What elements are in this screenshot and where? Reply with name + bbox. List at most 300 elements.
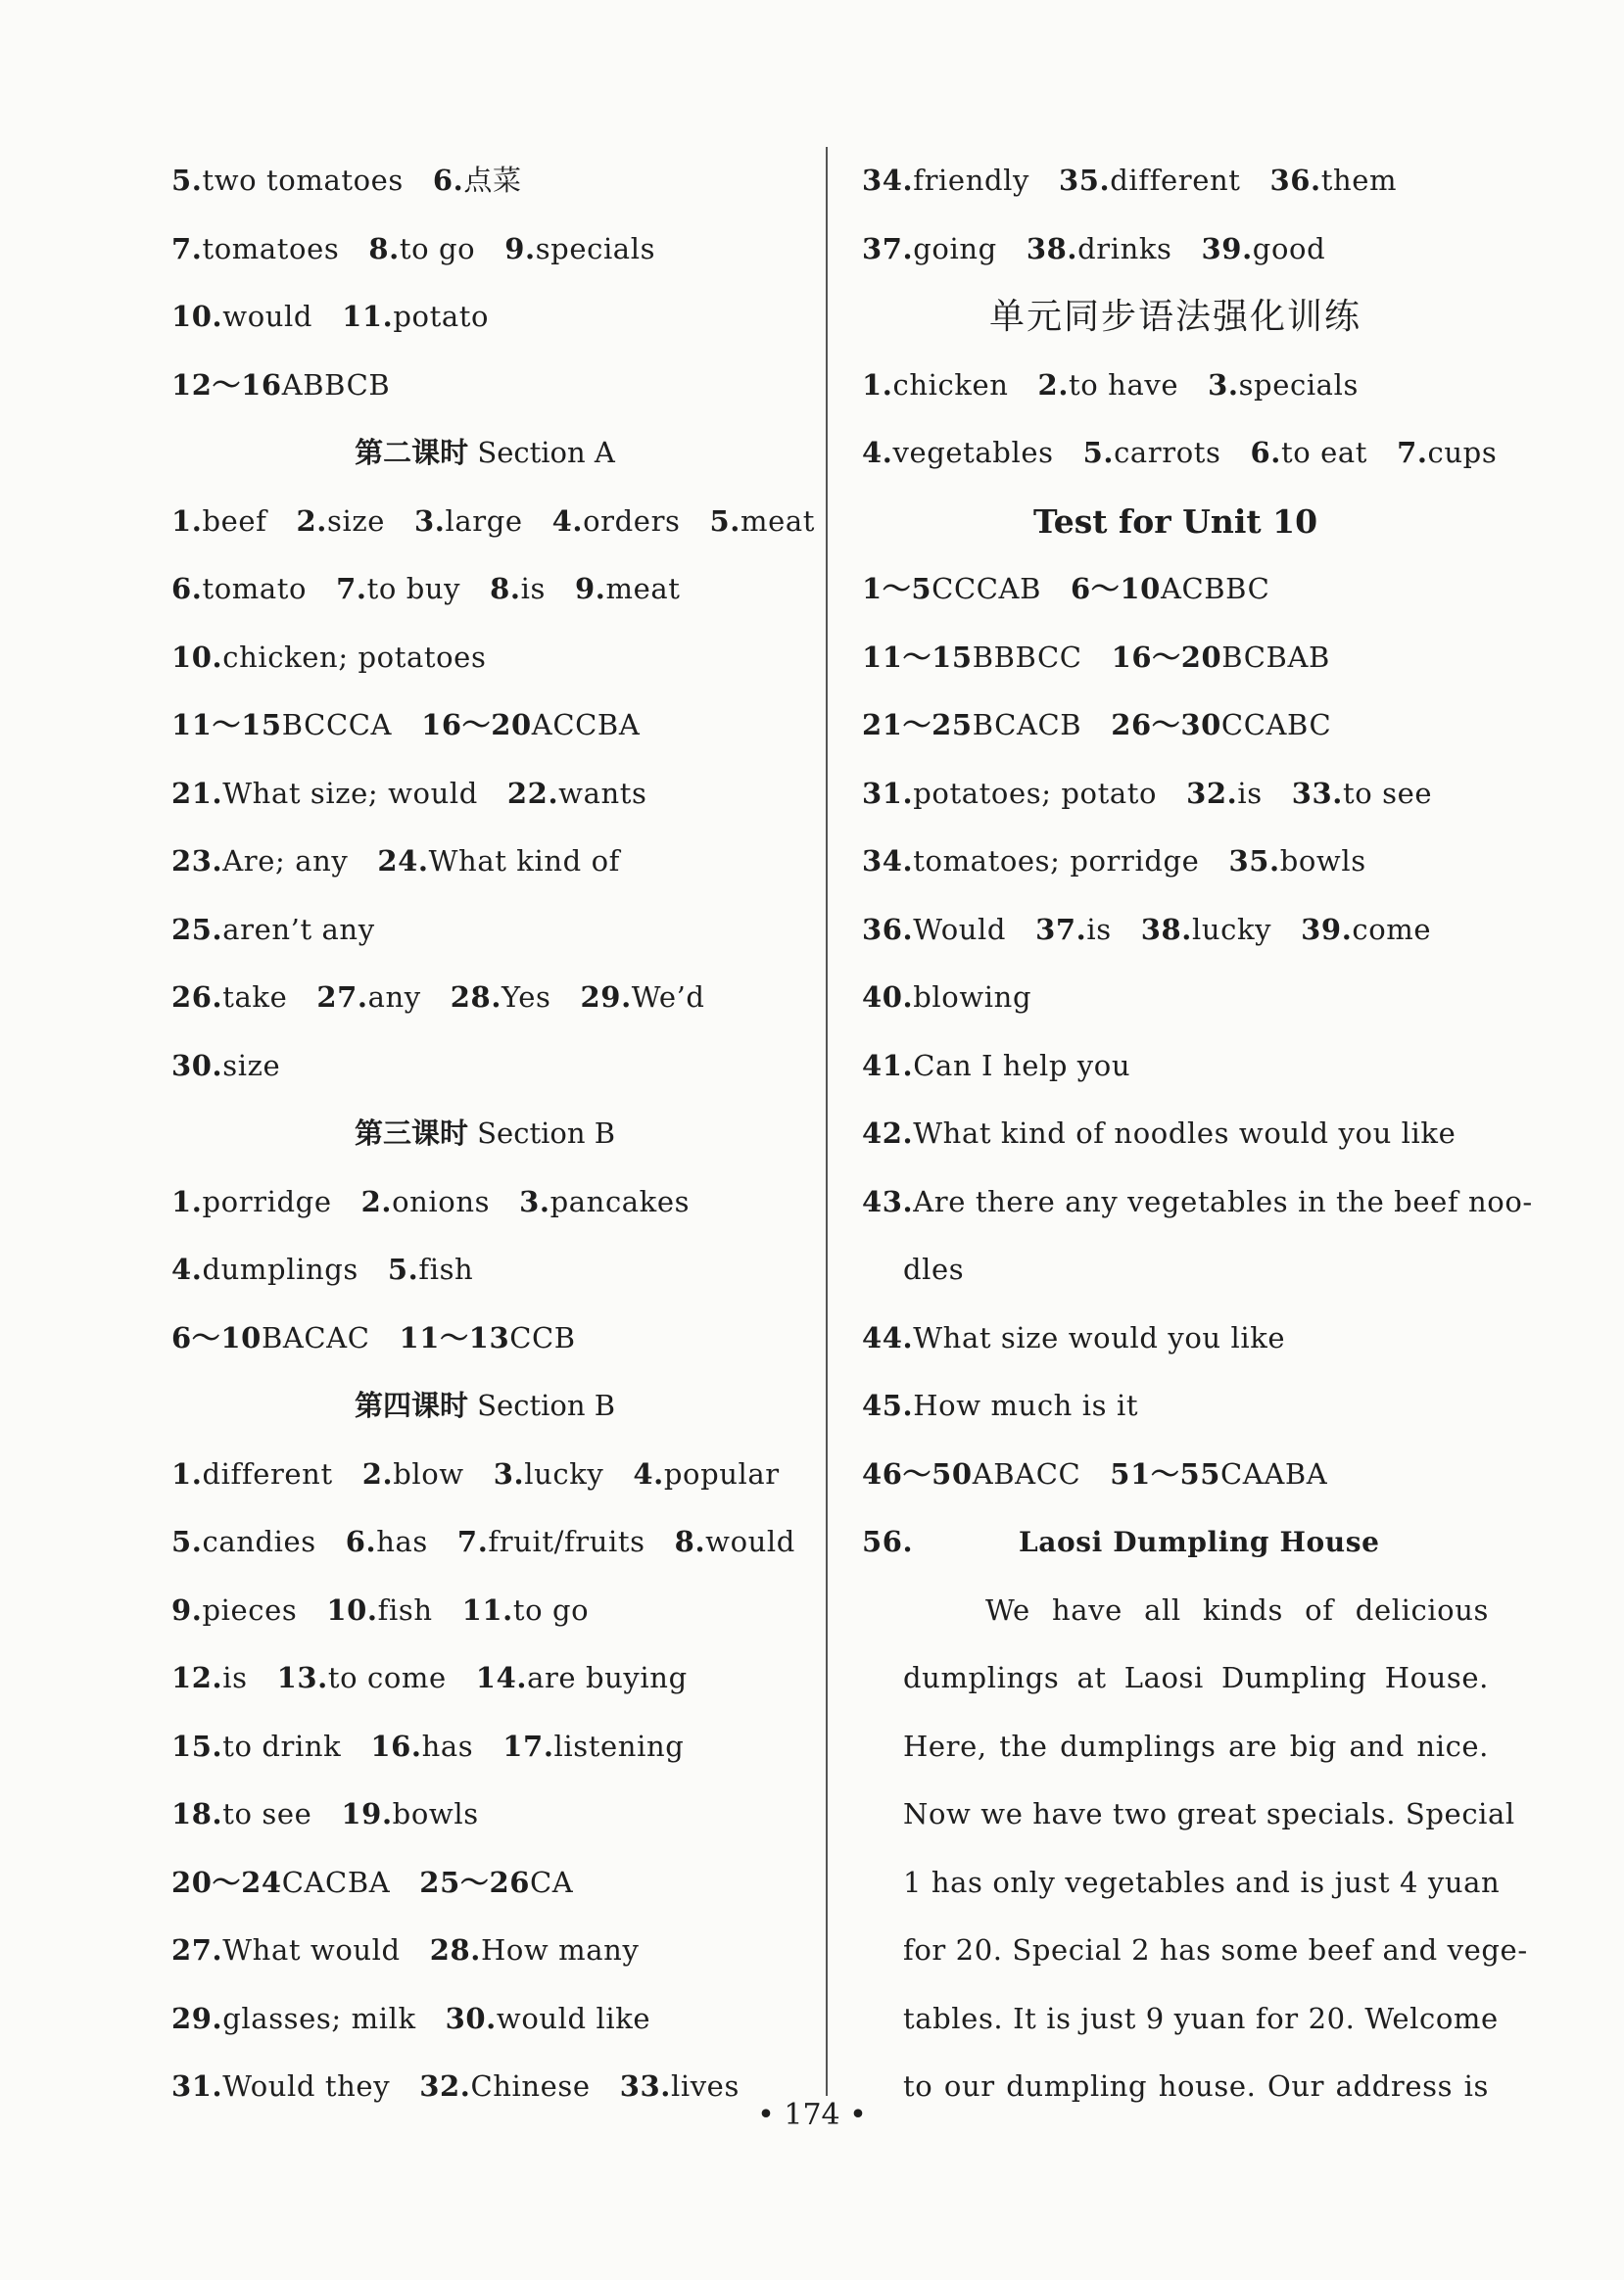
question-number: 30. [445,2001,497,2035]
question-number: 25. [171,912,223,946]
question-number: 11～13 [399,1320,510,1354]
answer-line [862,691,1489,760]
answer-text: Can I help you [913,1048,1131,1082]
section-heading-lesson: 第三课时 [354,1116,468,1150]
answer-text: to eat [1281,436,1368,469]
answer-line [171,624,798,692]
question-number: 32. [1186,776,1238,810]
answer-line [862,964,1489,1032]
question-number: 44. [862,1320,914,1354]
answer-item [277,1644,447,1713]
question-number: 10. [326,1592,378,1627]
question-number: 51～55 [1110,1456,1221,1491]
test-heading: Test for Unit 10 [1032,501,1318,541]
answer-text: to see [222,1797,312,1830]
answer-text: lucky [524,1456,604,1491]
answer-line [171,896,798,965]
answer-text: Would [913,912,1007,946]
question-number: 12. [171,1661,223,1694]
question-number: 7. [171,231,203,265]
question-number: 3. [493,1456,525,1491]
answer-line [171,352,798,420]
answer-text: What size would you like [913,1320,1286,1354]
question-number: 31. [171,2069,223,2103]
question-number: 35. [1228,844,1280,878]
answer-line [171,283,798,352]
writing-title-line [862,1508,1489,1577]
answer-text: tomatoes [202,231,340,265]
answer-text: What would [222,1933,401,1967]
question-number: 8. [490,572,521,605]
question-number: 25～26 [419,1865,531,1899]
question-number: 1～5 [862,572,932,605]
question-number: 38. [1140,912,1192,946]
answer-text: wants [558,776,647,810]
answer-text: Are there any vegetables in the beef noo- [913,1184,1533,1218]
answer-item [1083,419,1221,488]
answer-text: to come [327,1661,447,1694]
answer-item [368,215,475,284]
answer-item [494,1441,604,1509]
answer-item [171,555,307,624]
right-column [862,147,1533,2121]
answer-text: CCABC [1220,708,1332,741]
answer-item [575,555,681,624]
writing-paragraph-line: for 20. Special 2 has some beef and vege- [903,1933,1528,1967]
question-number: 23. [171,844,223,878]
answer-item [171,1644,248,1713]
answer-text: fish [377,1592,433,1627]
answer-item [341,1781,478,1849]
question-number: 6～10 [1071,572,1161,605]
answer-item [346,1508,428,1577]
answer-item [171,1168,332,1237]
question-number: 36. [862,912,914,946]
question-number: 28. [429,1933,481,1967]
writing-paragraph-line: dumplings at Laosi Dumpling House. [903,1661,1489,1694]
answer-item [171,1032,280,1101]
answer-line [171,488,816,556]
answer-text: them [1320,164,1398,197]
answer-line [171,760,798,829]
answer-text: onions [392,1184,491,1218]
answer-item [336,555,460,624]
answer-text: How much is it [913,1389,1139,1422]
question-number: 36. [1269,164,1321,197]
question-number: 33. [619,2069,671,2103]
answer-item [862,691,1081,760]
answer-line [862,1305,1489,1373]
section-heading-lesson: 第四课时 [354,1389,468,1422]
section-heading [171,419,798,488]
question-number: 19. [341,1797,393,1830]
answer-text: has [421,1729,474,1763]
question-number: 41. [862,1048,914,1082]
question-number: 38. [1026,231,1078,265]
question-number: 12～16 [171,367,282,402]
question-number: 11～15 [862,640,973,674]
answer-item [633,1441,779,1509]
answer-line [171,1713,798,1781]
answer-item [430,1917,640,1985]
question-number: 18. [171,1797,223,1830]
answer-item [342,283,489,352]
answer-item [1397,419,1497,488]
answer-item [1035,896,1112,965]
answer-item [1292,760,1432,829]
answer-item [171,1441,333,1509]
question-number: 21. [171,776,223,810]
answer-item [388,1236,473,1305]
answer-text: Would they [222,2069,391,2103]
answer-text: porridge [202,1184,332,1218]
answer-line [862,1100,1489,1168]
writing-paragraph-line: to our dumpling house. Our address is [903,2069,1489,2103]
answer-item [507,760,647,829]
answer-item [1208,352,1359,420]
answer-text: Yes [502,980,551,1014]
answer-text: candies [202,1525,316,1558]
answer-item [504,215,655,284]
answer-item [171,896,375,965]
answer-item [502,1713,684,1781]
answer-text: would [222,300,313,333]
answer-item [171,624,486,692]
section-heading-part: Section A [477,436,615,469]
answer-text: We’d [631,980,705,1014]
answer-text: specials [1238,367,1359,402]
answer-item [862,1168,1533,1237]
answer-item [862,215,997,284]
answer-item [171,1305,370,1373]
answer-text: friendly [913,164,1029,197]
answer-item [476,1644,688,1713]
answer-line [862,896,1489,965]
question-number: 10. [171,640,223,674]
answer-item [370,1713,473,1781]
answer-line [862,147,1489,215]
answer-text: Are; any [222,844,349,878]
answer-item [1071,555,1269,624]
answer-text: fruit/fruits [488,1525,645,1558]
answer-item [862,896,1006,965]
question-number: 26～30 [1111,708,1221,741]
answer-text: come [1352,912,1432,946]
answer-line [171,691,798,760]
answer-item [171,215,339,284]
question-number: 5. [171,164,203,197]
question-number: 7. [336,572,367,605]
answer-line [862,215,1489,284]
question-number: 2. [1037,367,1070,402]
answer-item [171,1849,390,1918]
question-number: 43. [862,1184,914,1218]
answer-line [171,1917,798,1985]
question-number: 3. [1208,367,1239,402]
answer-text: potato [393,300,490,333]
question-number: 9. [504,231,536,265]
question-number: 39. [1301,912,1353,946]
answer-line [171,828,798,896]
question-number: 29. [171,2001,223,2035]
answer-line [862,1441,1489,1509]
answer-text: vegetables [892,436,1054,469]
answer-item [171,1508,316,1577]
question-number: 4. [633,1456,664,1491]
question-number: 6. [171,572,203,605]
answer-item [414,488,523,556]
question-number: 24. [377,844,429,878]
question-number: 56. [862,1525,914,1558]
question-number: 6～10 [171,1320,262,1354]
section-heading [171,1372,798,1441]
question-number: 8. [368,231,400,265]
answer-text: What kind of noodles would you like [913,1116,1457,1150]
answer-text: is [222,1661,248,1694]
answer-item [581,964,705,1032]
question-number: 4. [171,1253,203,1286]
answer-line [862,419,1498,488]
question-number: 14. [475,1661,528,1694]
answer-item [862,828,1199,896]
answer-text: How many [480,1933,640,1967]
answer-item [862,1100,1456,1168]
section-heading-part: Section B [477,1116,616,1150]
answer-item [862,555,1041,624]
answer-item [1251,419,1368,488]
answer-text: meat [605,572,681,605]
answer-item [1110,1441,1327,1509]
answer-text: blowing [913,980,1032,1014]
answer-line [171,215,798,284]
answer-text: pancakes [549,1184,691,1218]
question-number: 11. [342,300,394,333]
question-number: 16～20 [421,708,532,741]
question-number: 27. [171,1933,223,1967]
answer-text: specials [535,231,656,265]
answer-text: CACBA [281,1865,391,1899]
answer-item [862,760,1157,829]
answer-item [1111,691,1331,760]
answer-line [171,147,798,215]
writing-paragraph-line: 1 has only vegetables and is just 4 yuan [903,1865,1501,1899]
answer-line [862,828,1489,896]
question-number: 1. [171,1456,203,1491]
answer-line [171,1644,798,1713]
question-number: 26. [171,980,223,1014]
question-number: 9. [575,572,606,605]
answer-text: to go [512,1592,590,1627]
question-number: 16～20 [1111,640,1222,674]
writing-paragraph-line: tables. It is just 9 yuan for 20. Welcome [903,2001,1499,2035]
question-number: 33. [1291,776,1343,810]
answer-text: is [520,572,546,605]
answer-text: different [202,1456,333,1491]
answer-text: bowls [392,1797,479,1830]
answer-item [862,1032,1130,1101]
answer-item [171,1917,401,1985]
answer-continuation: dles [903,1253,965,1286]
question-number: 3. [414,503,446,538]
answer-item [419,1849,573,1918]
writing-title: Laosi Dumpling House [1019,1526,1380,1558]
answer-text: bowls [1279,844,1366,878]
answer-item [519,1168,690,1237]
question-number: 7. [1397,436,1428,469]
answer-line [171,555,798,624]
question-number: 6. [1250,436,1282,469]
answer-text: chicken [892,367,1009,402]
section-heading-part: Section B [477,1389,616,1422]
answer-item [1270,147,1398,215]
answer-line [171,1236,798,1305]
answer-line [171,1441,798,1509]
answer-line [171,1508,798,1577]
answer-text: orders [583,503,681,538]
question-number: 2. [360,1184,393,1218]
answer-item [171,352,390,420]
answer-text: size [327,503,385,538]
answer-text: would like [496,2001,651,2035]
answer-item [862,352,1009,420]
answer-line [171,1985,798,2054]
answer-text: ABBCB [281,367,391,402]
section-heading-lesson: 第二课时 [355,436,469,469]
answer-item [862,964,1031,1032]
answer-text: lives [670,2069,740,2103]
question-number: 7. [456,1525,489,1558]
answer-text: blow [393,1456,464,1491]
question-number: 27. [316,980,368,1014]
question-number: 29. [580,980,632,1014]
question-number: 4. [551,503,584,538]
answer-line [171,1849,798,1918]
question-number: 34. [862,844,914,878]
answer-text: Chinese [470,2069,591,2103]
answer-text: ABACC [972,1456,1081,1491]
question-number: 46～50 [862,1456,973,1491]
answer-item [675,1508,795,1577]
answer-text: is [1237,776,1263,810]
answer-line [862,1372,1489,1441]
question-number: 13. [276,1661,328,1694]
question-number: 5. [171,1525,203,1558]
answer-line [862,624,1489,692]
answer-text: tomatoes; porridge [913,844,1200,878]
answer-item [490,555,546,624]
answer-item [1141,896,1271,965]
answer-text: to have [1069,367,1179,402]
answer-text: ACCBA [531,708,641,741]
answer-line [862,555,1489,624]
answer-item [171,1236,358,1305]
answer-text: dumplings [202,1253,358,1286]
question-number: 4. [862,436,893,469]
answer-text: are buying [527,1661,688,1694]
answer-text: CA [530,1865,574,1899]
question-number: 45. [862,1389,914,1422]
question-number: 42. [862,1116,914,1150]
answer-text: glasses; milk [222,2001,416,2035]
answer-line [862,760,1489,829]
answer-text: would [705,1525,795,1558]
question-number: 28. [450,980,502,1014]
answer-item [552,488,681,556]
answer-item [862,419,1054,488]
answer-text: BCACB [972,708,1082,741]
answer-item [171,691,392,760]
answer-text: good [1252,231,1326,265]
answer-item [171,147,404,215]
answer-text: carrots [1114,436,1221,469]
answer-line [171,1032,798,1101]
answer-text: potatoes; potato [913,776,1158,810]
answer-item [1027,215,1172,284]
answer-text: has [376,1525,428,1558]
question-number: 6. [432,164,464,197]
question-number: 15. [171,1729,223,1763]
question-number: 21～25 [862,708,973,741]
answer-text: What size; would [222,776,478,810]
answer-item [171,1985,416,2054]
answer-item [171,283,312,352]
answer-item [862,1441,1080,1509]
question-number: 9. [171,1592,203,1627]
answer-line [171,1168,798,1237]
question-number: 5. [387,1253,419,1286]
answer-text: fish [418,1253,474,1286]
answer-text: meat [740,503,816,538]
question-number: 16. [370,1729,422,1763]
answer-item [1112,624,1330,692]
answer-item [362,1441,464,1509]
writing-paragraph-line: Now we have two great specials. Special [903,1797,1515,1830]
question-number: 8. [674,1525,706,1558]
answer-item [457,1508,645,1577]
answer-text: popular [663,1456,780,1491]
answer-line [862,1032,1489,1101]
answer-text: BBBCC [972,640,1082,674]
answer-text: ACBBC [1160,572,1270,605]
answer-item [862,147,1029,215]
question-number: 5. [709,503,741,538]
answer-text: any [367,980,421,1014]
answer-text: to go [399,231,476,265]
question-number: 10. [171,300,223,333]
answer-line [171,1781,798,1849]
answer-line [171,1305,798,1373]
question-number: 1. [171,503,203,538]
answer-text: What kind of [428,844,620,878]
answer-text: lucky [1191,912,1272,946]
question-number: 40. [862,980,914,1014]
question-number: 30. [171,1048,223,1082]
question-number: 2. [361,1456,394,1491]
question-number: 11～15 [171,708,282,741]
answer-text: CCB [509,1320,576,1354]
answer-item [171,760,478,829]
answer-text: 点菜 [463,164,522,197]
answer-item [421,691,640,760]
answer-item [1228,828,1365,896]
question-number: 11. [461,1592,513,1627]
answer-text: CCCAB [931,572,1041,605]
answer-text: BACAC [261,1320,370,1354]
answer-text: pieces [202,1592,298,1627]
answer-text: cups [1427,436,1498,469]
question-number: 5. [1082,436,1115,469]
question-number: 3. [519,1184,550,1218]
